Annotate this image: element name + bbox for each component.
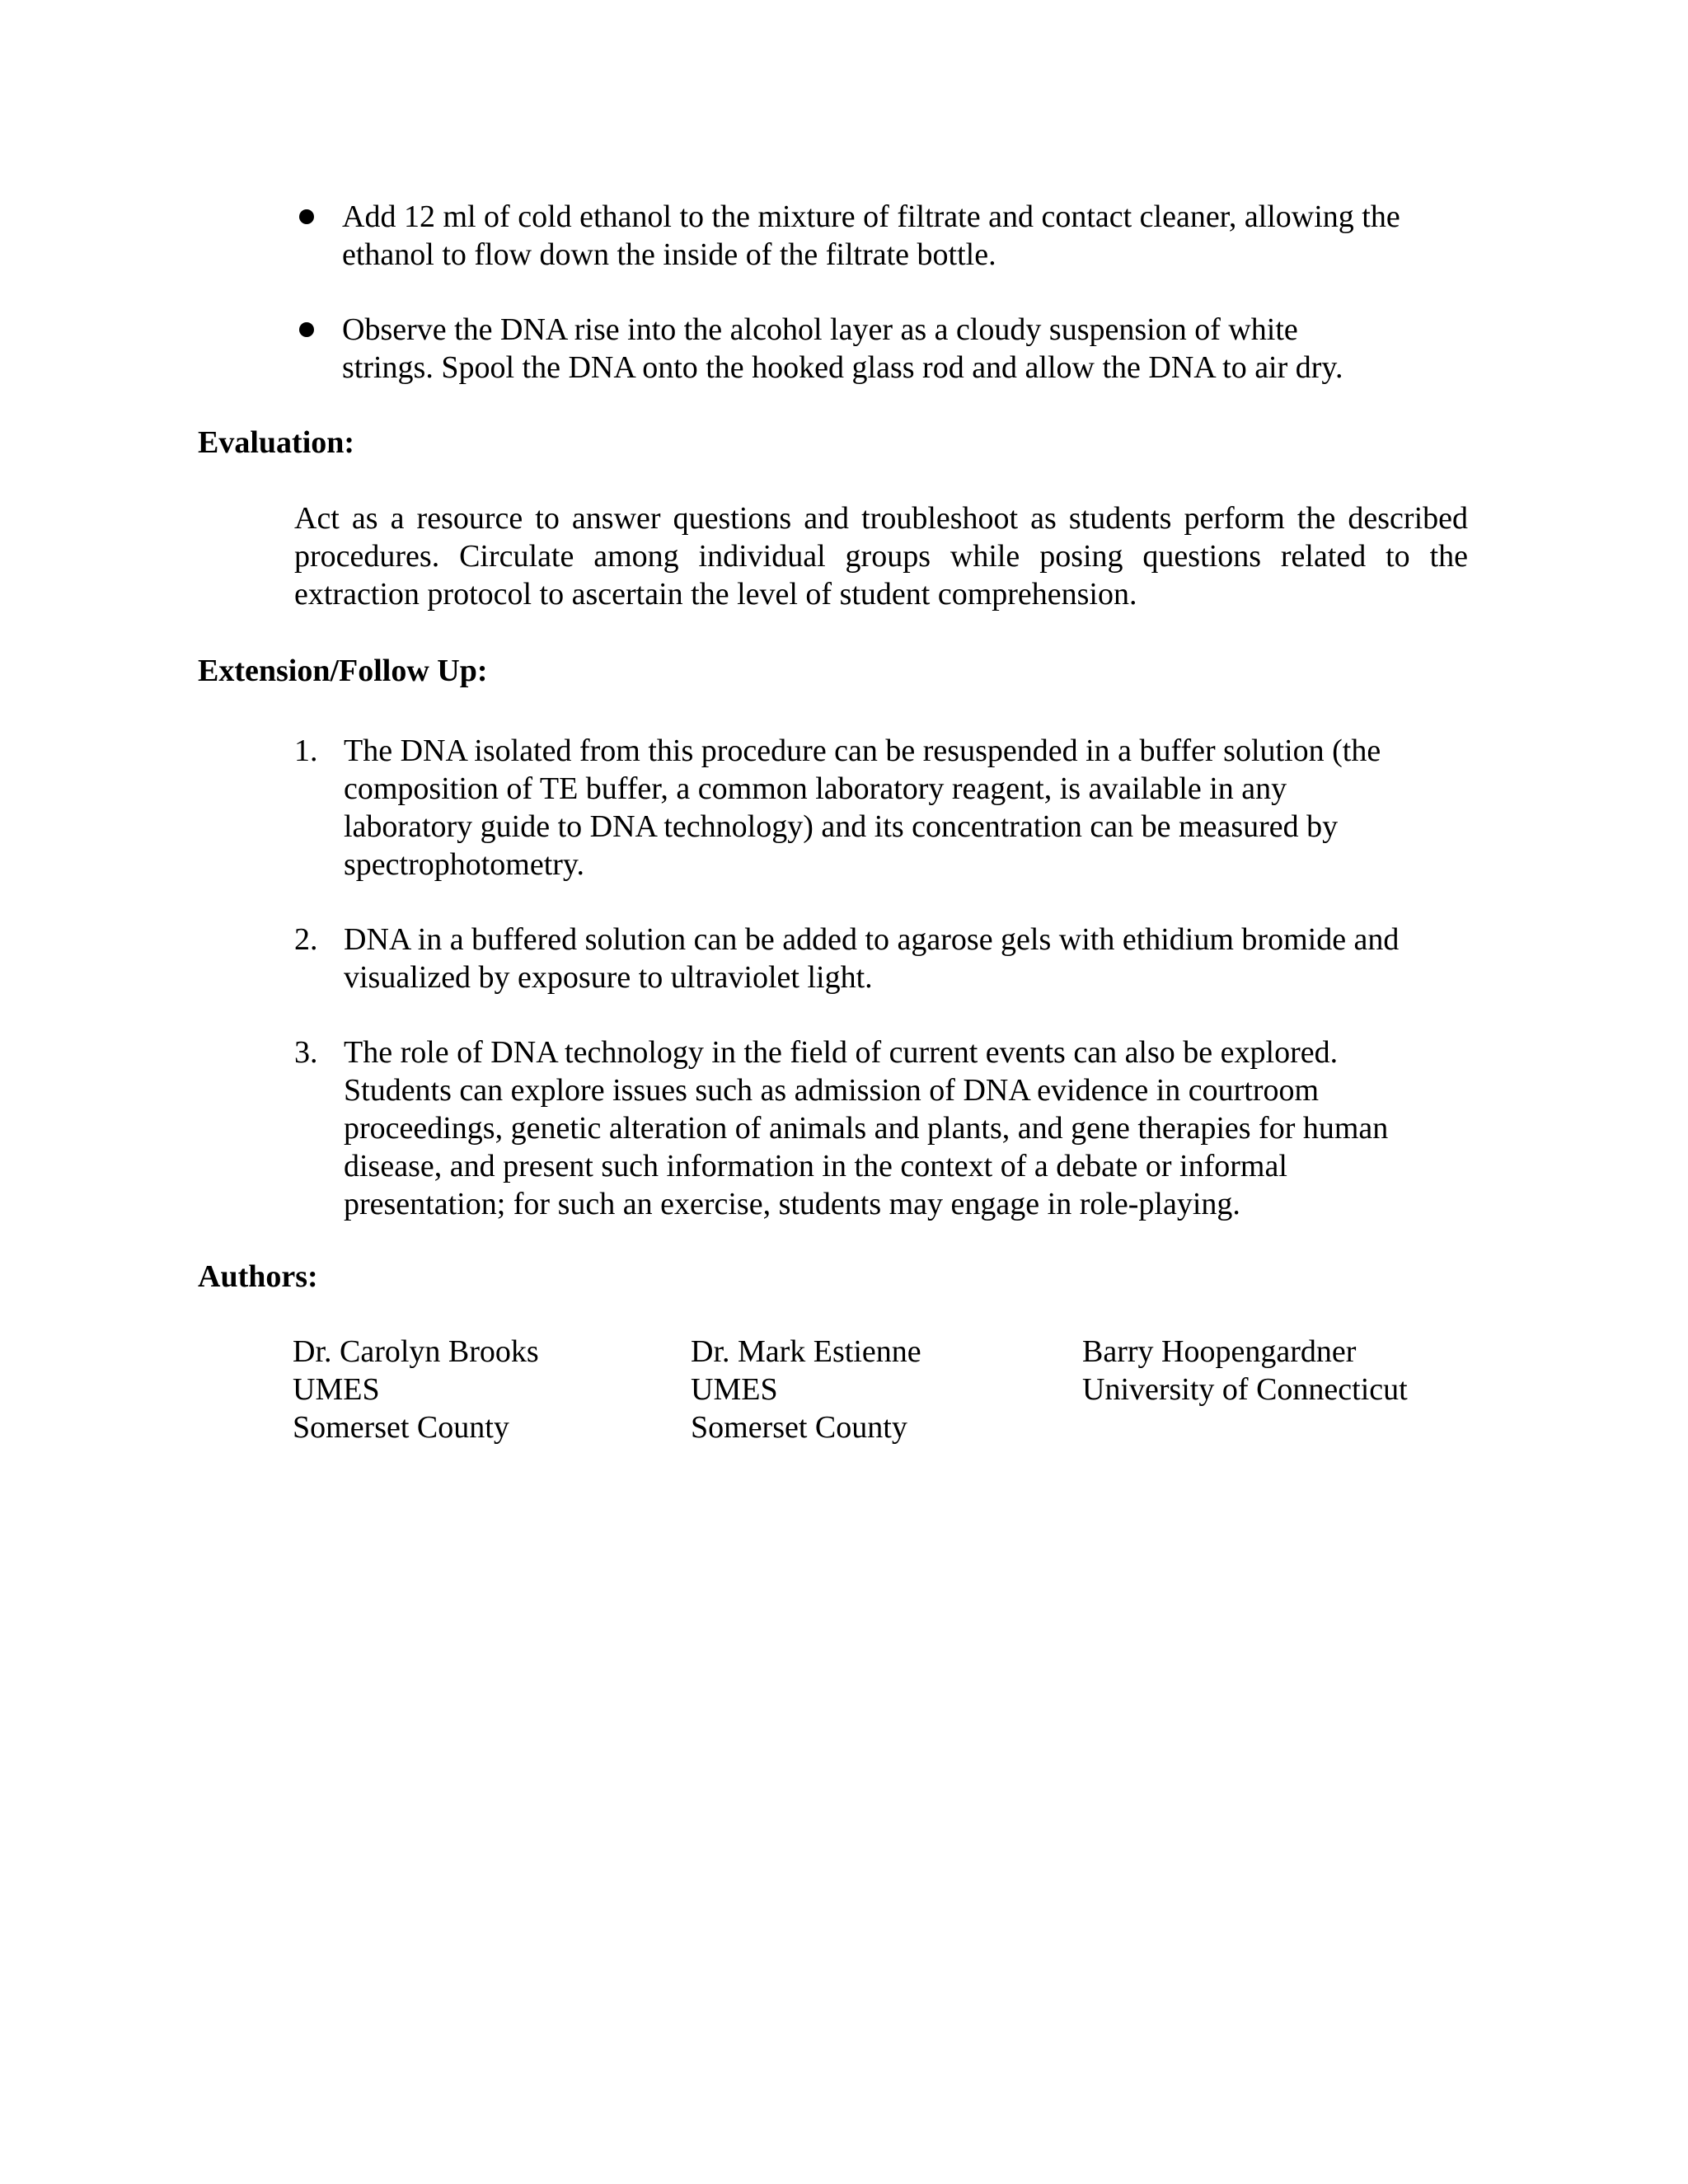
author-location: Somerset County: [691, 1410, 907, 1445]
list-line: DNA in a buffered solution can be added to agarose gels with ethidium bromide and: [344, 922, 1400, 957]
bullet-dot-icon: [299, 322, 314, 337]
author-location: Somerset County: [293, 1410, 509, 1445]
author-entry: [1082, 1333, 1408, 1408]
author-org: UMES: [293, 1372, 380, 1407]
list-line: composition of TE buffer, a common laboratory reagent, is available in any: [344, 771, 1287, 806]
list-line: Students can explore issues such as admission of DNA evidence in courtroom: [344, 1073, 1320, 1108]
bullet-line: Add 12 ml of cold ethanol to the mixture of filtrate and contact cleaner, allowing the: [342, 199, 1400, 234]
procedure-bullet-list: [293, 198, 1479, 424]
extension-heading: Extension/Follow Up:: [198, 654, 488, 688]
list-line: presentation; for such an exercise, students may engage in role-playing.: [344, 1187, 1240, 1221]
author-name: Dr. Carolyn Brooks: [293, 1334, 539, 1369]
author-org: University of Connecticut: [1082, 1372, 1408, 1407]
list-line: laboratory guide to DNA technology) and its concentration can be measured by: [344, 809, 1339, 844]
bullet-dot-icon: [299, 209, 314, 224]
bullet-line: ethanol to flow down the inside of the filtrate bottle.: [342, 237, 996, 272]
bullet-item: [293, 198, 1479, 274]
evaluation-heading: Evaluation:: [198, 425, 355, 460]
list-line: spectrophotometry.: [344, 847, 584, 882]
author-name: Dr. Mark Estienne: [691, 1334, 921, 1369]
list-number: 1.: [294, 733, 318, 768]
list-line: The DNA isolated from this procedure can be resuspended in a buffer solution (the: [344, 733, 1381, 768]
bullet-item: [293, 311, 1479, 387]
author-org: UMES: [691, 1372, 778, 1407]
evaluation-paragraph: Act as a resource to answer questions and troubleshoot as students perform the described procedures. Circulate among individual groups while posing questions related to the extraction protocol to ascertain the level of student comprehension.: [294, 501, 1468, 612]
list-line: The role of DNA technology in the field of current events can also be explored.: [344, 1035, 1339, 1070]
list-line: disease, and present such information in the context of a debate or informal: [344, 1149, 1287, 1183]
author-entry: [691, 1333, 921, 1446]
list-line: proceedings, genetic alteration of animals and plants, and gene therapies for human: [344, 1111, 1389, 1146]
bullet-line: strings. Spool the DNA onto the hooked glass rod and allow the DNA to air dry.: [342, 350, 1343, 385]
list-number: 3.: [294, 1035, 318, 1070]
list-item: [294, 921, 1481, 996]
list-number: 2.: [294, 922, 318, 957]
list-item: [294, 1033, 1481, 1223]
author-name: Barry Hoopengardner: [1082, 1334, 1357, 1369]
bullet-line: Observe the DNA rise into the alcohol layer as a cloudy suspension of white: [342, 312, 1298, 347]
list-item: [294, 732, 1481, 883]
list-line: visualized by exposure to ultraviolet light.: [344, 960, 873, 995]
authors-heading: Authors:: [198, 1259, 318, 1294]
author-entry: [293, 1333, 539, 1446]
extension-numbered-list: [294, 732, 1481, 1260]
